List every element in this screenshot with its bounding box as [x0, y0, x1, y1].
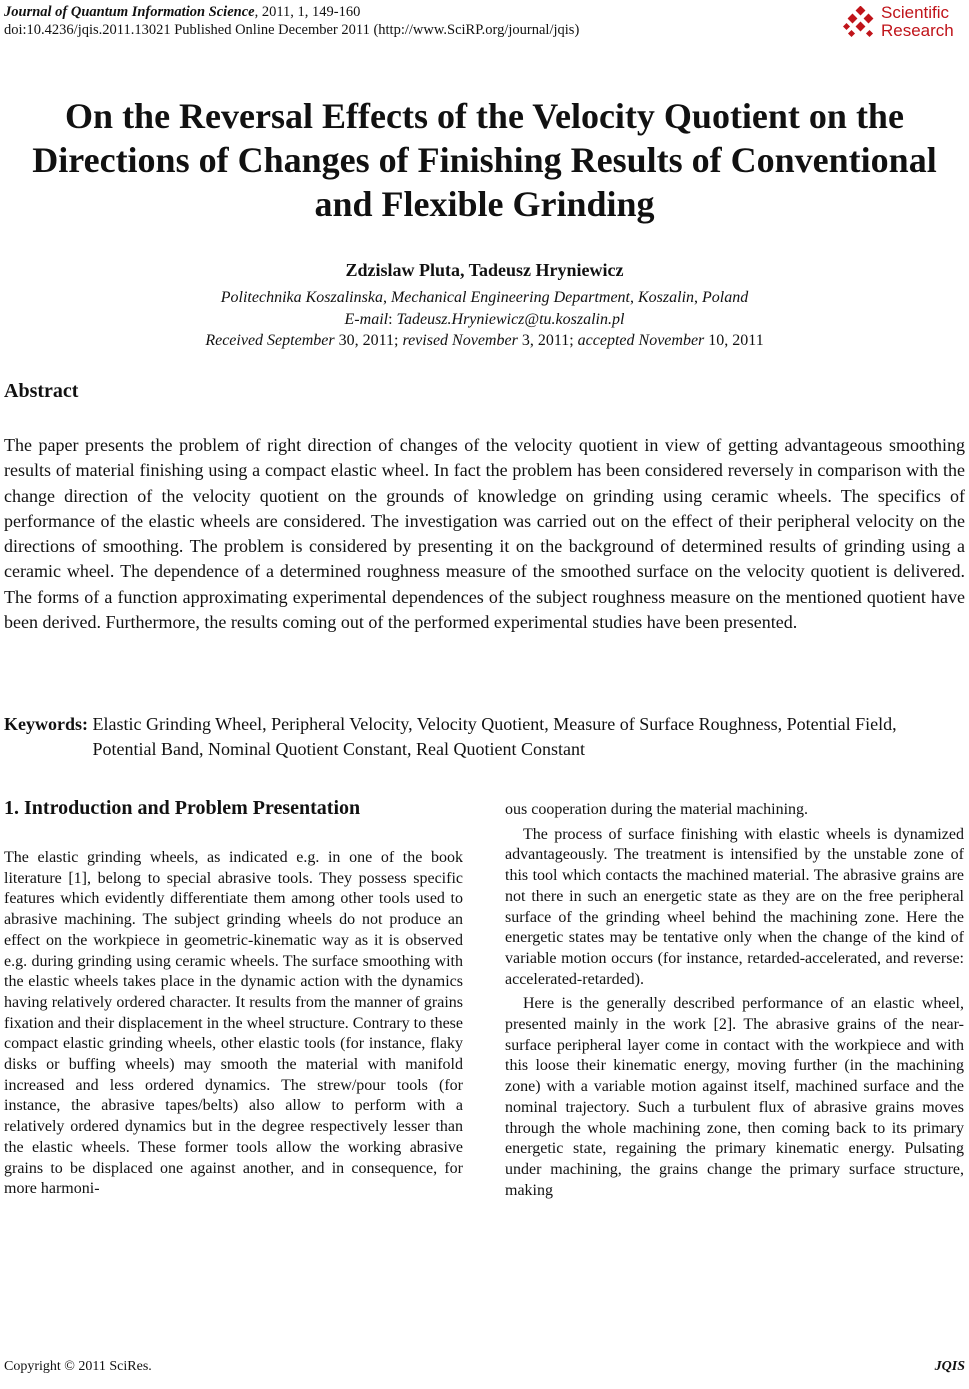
doi-line[interactable]: doi:10.4236/jqis.2011.13021 Published Online December 2011 (http://www.SciRP.org/journal/jqis) — [4, 22, 580, 38]
journal-name: Journal of Quantum Information Science — [4, 4, 255, 20]
paragraph: ous cooperation during the material machining. — [505, 801, 809, 818]
paragraph: The process of surface finishing with elastic wheels is dynamized advantageously. The treatment is intensified by the unstable zone of this tool which contacts the machined material. The abrasive grains are not there in such an energetic state as they are on the free peripheral surface of the grinding wheel behind the machining zone. Here the energetic states may be tentative only when the change of the kind of variable motion occurs (for instance, retarded-accelerated, and reverse: accelerated-retarded). — [505, 825, 964, 988]
copyright-footer: Copyright © 2011 SciRes. — [4, 1359, 152, 1374]
email-link[interactable]: Tadeusz.Hryniewicz@tu.koszalin.pl — [396, 310, 625, 328]
email-line: E-mail: Tadeusz.Hryniewicz@tu.koszalin.pl — [344, 310, 625, 328]
abstract-heading: Abstract — [4, 380, 79, 402]
publisher-logo-icon — [843, 6, 877, 40]
journal-volume: , 2011, 1, 149-160 — [254, 4, 361, 20]
paper-title: On the Reversal Effects of the Velocity Quotient on the Directions of Changes of Finishing Results of Conventional and Flexible Grinding — [32, 96, 937, 224]
keywords-label: Keywords: — [4, 714, 88, 734]
authors: Zdzislaw Pluta, Tadeusz Hryniewicz — [345, 260, 624, 280]
body-right-column — [505, 800, 964, 1201]
journal-header — [4, 3, 579, 39]
section-heading: 1. Introduction and Problem Presentation — [4, 797, 361, 819]
journal-abbr-footer: JQIS — [934, 1359, 965, 1374]
publisher-name: Scientific Research — [881, 3, 954, 40]
institution-line: Politechnika Koszalinska, Mechanical Engineering Department, Koszalin, Poland — [220, 289, 749, 306]
body-left-column: The elastic grinding wheels, as indicated e.g. in one of the book literature [1], belong to special abrasive tools. They possess specific features which evidently differentiate them among other tools used to abrasive machining. The subject grinding wheels do not produce an effect on the workpiece in geometric-kinematic way as it is observed e.g. during grinding using ceramic wheels. The surface smoothing with the elastic wheels takes place in the dynamic action with the dynamics having relatively ordered character. It results from the manner of grains fixation and their displacement in the wheel structure. Contrary to these compact elastic grinding wheels, other elastic tools (for instance, flaky disks or buffing wheels) may smooth the material with manifold increased and less ordered dynamics. The strew/pour tools (for instance, the abrasive tapes/belts) also allow to perform with a relatively ordered dynamics but in the degree respectively lesser than the elastic wheels. These former tools allow the working abrasive grains to be displaced one against another, and in consequence, for more harmoni- — [4, 849, 463, 1198]
keywords-list: Elastic Grinding Wheel, Peripheral Velocity, Velocity Quotient, Measure of Surface Roughness, Potential Field, Potential Band, Nominal Quotient Constant, Real Quotient Constant — [92, 714, 897, 759]
dates-line: Received September 30, 2011; revised November 3, 2011; accepted November 10, 2011 — [205, 332, 764, 349]
paragraph: Here is the generally described performance of an elastic wheel, presented mainly in the work [2]. The abrasive grains of the near-surface peripheral layer come in contact with the workpiece and with this loose their kinematic energy, moving further (in the machining zone) with a variable motion against itself, machined surface and the nominal trajectory. Such a turbulent flux of abrasive grains moves through the whole machining zone, then coming back to its primary energetic state, regaining the primary kinematic energy. Pulsating under machining, the grains change the primary surface structure, making — [505, 995, 964, 1199]
abstract-text: The paper presents the problem of right direction of changes of the velocity quotient in view of getting advantageous smoothing results of material finishing using a compact elastic wheel. In fact the problem has been considered reversely in comparison with the change direction of the velocity quotient on the grounds of knowledge on grinding using ceramic wheels. The specifics of performance of the elastic wheels are considered. The investigation was carried out on the effect of their peripheral velocity on the directions of smoothing. The problem is considered by presenting it on the background of determined results of grinding using a ceramic wheel. The dependence of a determined roughness measure of the smoothed surface on the velocity quotient is delivered. The forms of a function approximating experimental dependences of the subject roughness measure on the mentioned quotient have been derived. Furthermore, the results coming out of the performed experimental studies have been presented. — [4, 435, 965, 633]
journal-citation — [4, 3, 579, 21]
keywords — [4, 712, 965, 762]
affiliation — [0, 287, 969, 352]
publisher-logo — [841, 2, 965, 44]
